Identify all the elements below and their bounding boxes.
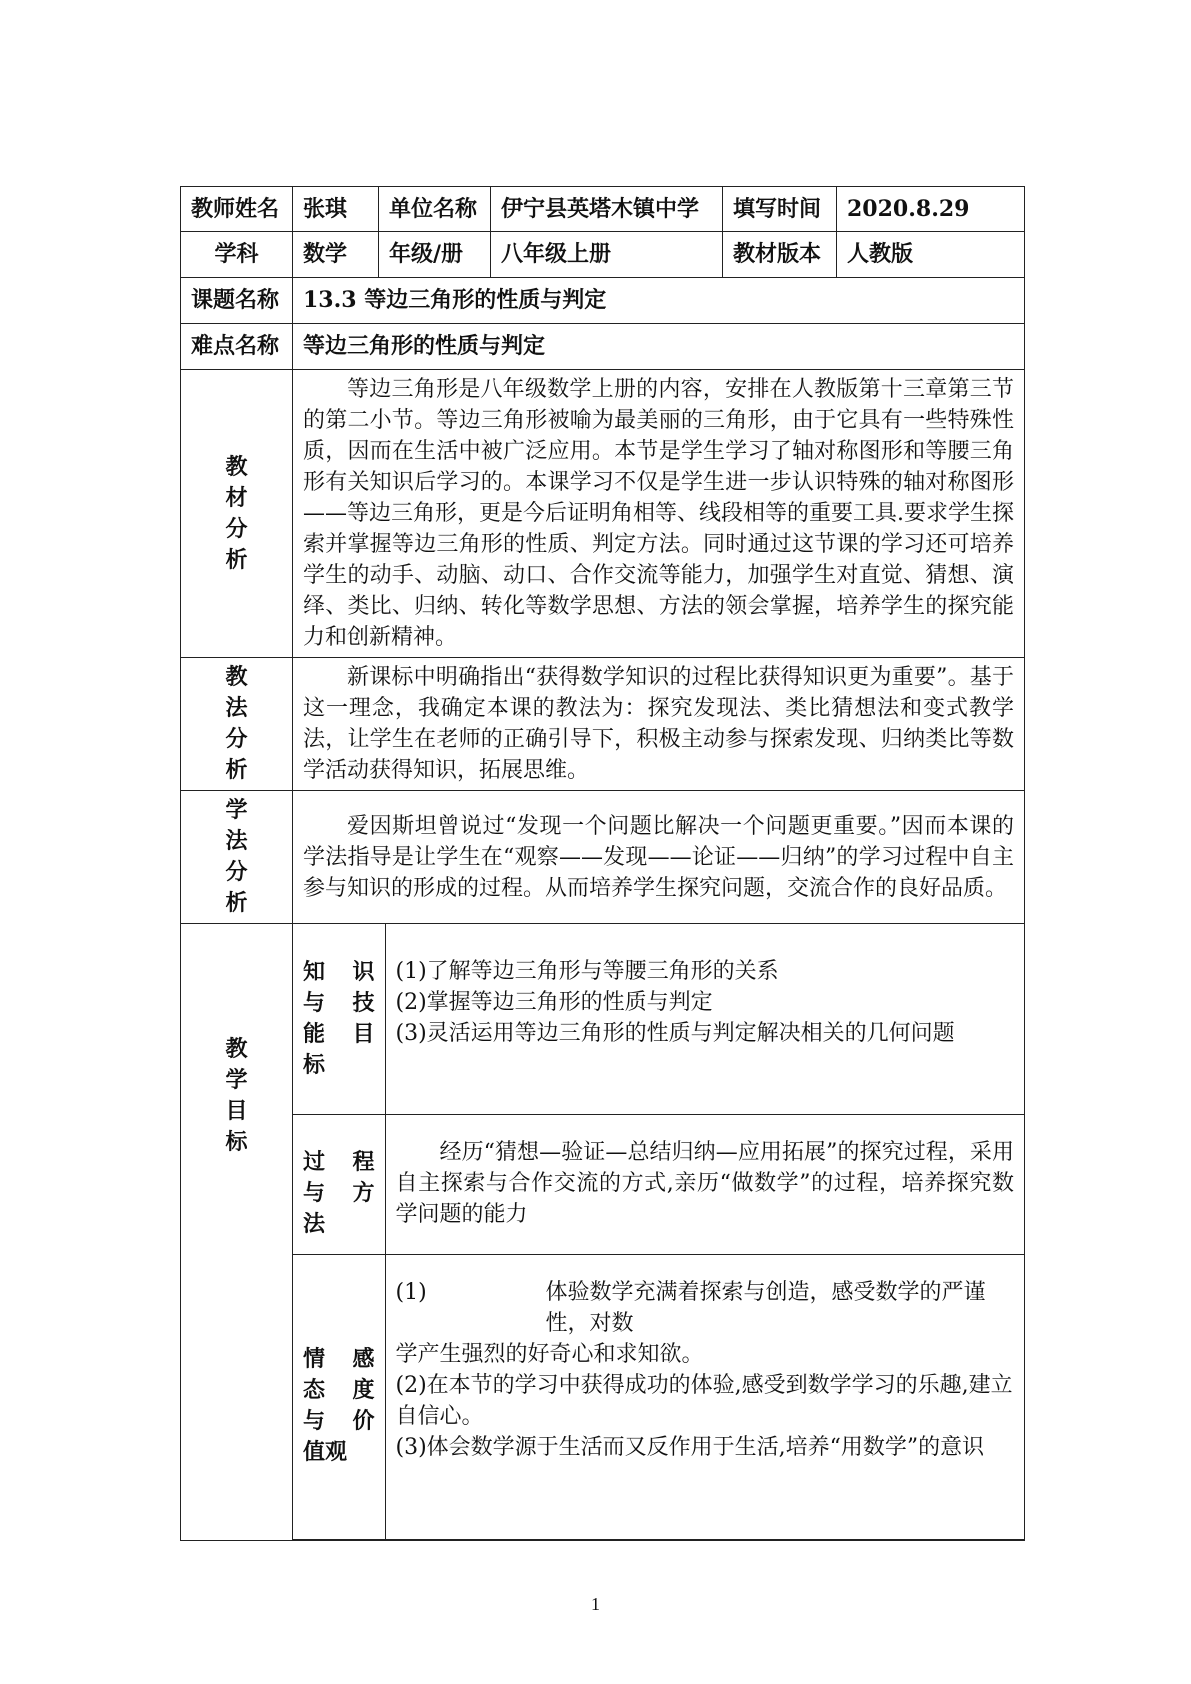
difficulty-row — [181, 324, 1025, 370]
difficulty-value: 等边三角形的性质与判定 — [293, 324, 1025, 370]
learning-method-row — [181, 791, 1025, 924]
knowledge-goal-row — [293, 924, 1024, 1114]
grade-value: 八年级上册 — [491, 232, 723, 278]
lesson-plan-table — [180, 186, 1025, 1541]
emotion-goal-item-3: (3)体会数学源于生活而又反作用于生活,培养“用数学”的意识 — [395, 1434, 985, 1460]
knowledge-goal-content — [385, 924, 1024, 1114]
grade-label: 年级/册 — [379, 232, 491, 278]
subject-value: 数学 — [293, 232, 379, 278]
edition-value: 人教版 — [837, 232, 1025, 278]
textbook-analysis-text: 等边三角形是八年级数学上册的内容，安排在人教版第十三章第三节的第二小节。等边三角形被喻为最美丽的三角形，由于它具有一些特殊性质，因而在生活中被广泛应用。本节是学生学习了轴对称图形和等腰三角形有关知识后学习的。本课学习不仅是学生进一步认识特殊的轴对称图形——等边三角形，更是今后证明角相等、线段相等的重要工具.要求学生探索并掌握等边三角形的性质、判定方法。同时通过这节课的学习还可培养学生的动手、动脑、动口、合作交流等能力，加强学生对直觉、猜想、演绎、类比、归纳、转化等数学思想、方法的领会掌握，培养学生的探究能力和创新精神。 — [293, 370, 1025, 658]
teaching-goals-label: 教 学 目 标 — [181, 924, 293, 1541]
textbook-analysis-label: 教 材 分 析 — [181, 370, 293, 658]
knowledge-goal-item: (3)灵活运用等边三角形的性质与判定解决相关的几何问题 — [395, 1021, 955, 1046]
header-row-2 — [181, 232, 1025, 278]
knowledge-goal-item: (2)掌握等边三角形的性质与判定 — [395, 990, 713, 1015]
process-goal-label: 过 程 与 方 法 — [293, 1114, 385, 1254]
teaching-method-label: 教 法 分 析 — [181, 658, 293, 791]
fill-date-label: 填写时间 — [723, 187, 837, 232]
topic-label: 课题名称 — [181, 278, 293, 324]
emotion-goal-item-2: (2)在本节的学习中获得成功的体验,感受到数学学习的乐趣,建立自信心。 — [395, 1372, 1013, 1429]
emotion-goal-item-1-continued: 学产生强烈的好奇心和求知欲。 — [395, 1341, 704, 1367]
topic-value: 13.3 等边三角形的性质与判定 — [293, 278, 1025, 324]
emotion-goal-content — [385, 1254, 1024, 1539]
page-number: 1 — [591, 1594, 600, 1614]
emotion-goal-row — [293, 1254, 1024, 1539]
textbook-analysis-row — [181, 370, 1025, 658]
fill-date-value: 2020.8.29 — [837, 187, 1025, 232]
goals-subtable — [293, 924, 1024, 1540]
teaching-method-row — [181, 658, 1025, 791]
learning-method-text: 爱因斯坦曾说过“发现一个问题比解决一个问题更重要。”因而本课的学法指导是让学生在“观察——发现——论证——归纳”的学习过程中自主参与知识的形成的过程。从而培养学生探究问题，交流合作的良好品质。 — [293, 791, 1025, 924]
topic-row — [181, 278, 1025, 324]
unit-name-label: 单位名称 — [379, 187, 491, 232]
header-row-1 — [181, 187, 1025, 232]
teacher-name-label: 教师姓名 — [181, 187, 293, 232]
learning-method-label: 学 法 分 析 — [181, 791, 293, 924]
teaching-goals-cell — [293, 924, 1025, 1541]
teaching-goals-row — [181, 924, 1025, 1541]
process-goal-row — [293, 1114, 1024, 1254]
teacher-name-value: 张琪 — [293, 187, 379, 232]
knowledge-goal-item: (1)了解等边三角形与等腰三角形的关系 — [395, 959, 779, 984]
emotion-goal-label: 情 感 态 度 与 价 值观 — [293, 1254, 385, 1539]
difficulty-label: 难点名称 — [181, 324, 293, 370]
unit-name-value: 伊宁县英塔木镇中学 — [491, 187, 723, 232]
knowledge-goal-label: 知 识 与 技 能 目 标 — [293, 924, 385, 1114]
subject-label: 学科 — [181, 232, 293, 278]
emotion-goal-item-1: (1) 体验数学充满着探索与创造，感受数学的严谨性，对数 — [395, 1279, 986, 1336]
process-goal-content: 经历“猜想—验证—总结归纳—应用拓展”的探究过程，采用自主探索与合作交流的方式,亲历“做数学”的过程，培养探究数学问题的能力 — [385, 1114, 1024, 1254]
edition-label: 教材版本 — [723, 232, 837, 278]
teaching-method-text: 新课标中明确指出“获得数学知识的过程比获得知识更为重要”。基于这一理念，我确定本课的教法为：探究发现法、类比猜想法和变式教学法，让学生在老师的正确引导下，积极主动参与探索发现、归纳类比等数学活动获得知识，拓展思维。 — [293, 658, 1025, 791]
